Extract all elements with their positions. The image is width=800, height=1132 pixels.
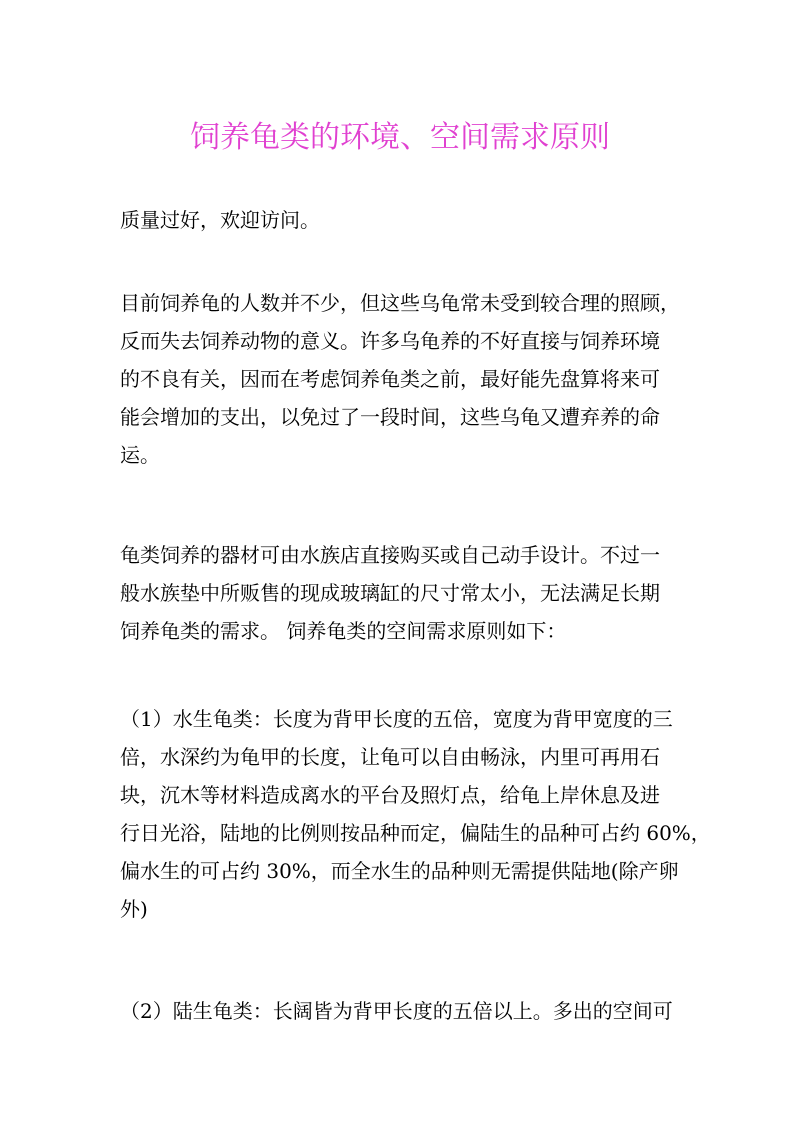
paragraph-line: 运。 (120, 443, 160, 467)
paragraph-line: 倍，水深约为龟甲的长度，让龟可以自由畅泳，内里可再用石 (120, 745, 660, 769)
document-title: 饲养龟类的环境、空间需求原则 (190, 120, 610, 155)
paragraph-line: （1）水生龟类：长度为背甲长度的五倍，宽度为背甲宽度的三 (120, 707, 673, 731)
paragraph-line: 目前饲养龟的人数并不少，但这些乌龟常未受到较合理的照顾， (120, 291, 680, 315)
paragraph-line: 饲养龟类的需求。 饲养龟类的空间需求原则如下： (120, 619, 567, 643)
paragraph-line: （2）陆生龟类：长阔皆为背甲长度的五倍以上。多出的空间可 (120, 999, 673, 1023)
paragraph-line: 偏水生的可占约 30%，而全水生的品种则无需提供陆地(除产卵 (120, 859, 679, 883)
paragraph-line: 能会增加的支出，以免过了一段时间，这些乌龟又遭弃养的命 (120, 405, 660, 429)
paragraph-line: 外) (120, 897, 148, 921)
paragraph-line: 块，沉木等材料造成离水的平台及照灯点，给龟上岸休息及进 (120, 783, 660, 807)
paragraph-intro-line: 质量过好，欢迎访问。 (120, 208, 320, 232)
paragraph-line: 龟类饲养的器材可由水族店直接购买或自己动手设计。不过一 (120, 543, 660, 567)
paragraph-line: 行日光浴，陆地的比例则按品种而定，偏陆生的品种可占约 60%， (120, 821, 711, 845)
paragraph-line: 反而失去饲养动物的意义。许多乌龟养的不好直接与饲养环境 (120, 329, 660, 353)
paragraph-line: 般水族垫中所贩售的现成玻璃缸的尺寸常太小，无法满足长期 (120, 581, 660, 605)
paragraph-line: 的不良有关，因而在考虑饲养龟类之前，最好能先盘算将来可 (120, 367, 660, 391)
